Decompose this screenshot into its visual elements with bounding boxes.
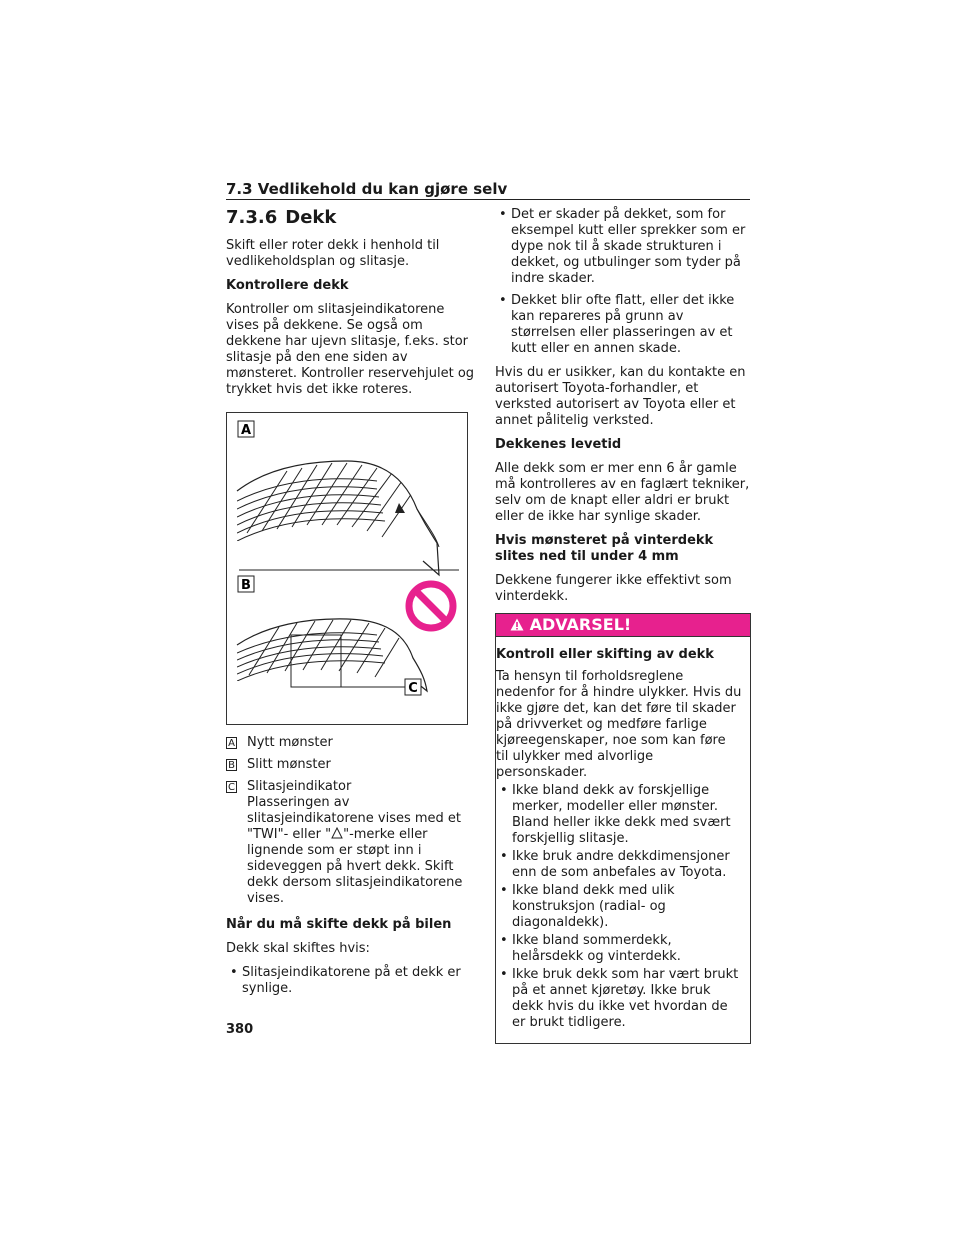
- legend-text-a: Nytt mønster: [247, 735, 333, 750]
- header-rule: [226, 199, 750, 200]
- section-number: 7.3.6: [226, 207, 278, 228]
- damage-bullets: [495, 207, 751, 357]
- warning-label: ADVARSEL!: [529, 615, 632, 634]
- warning-box: [495, 613, 751, 1044]
- legend-desc-c-end: "-merke eller lignende som er støpt inn i sideveggen på hvert dekk. Skift dekk dersom slitasjeindikatorene vises.: [247, 827, 463, 906]
- life-text: Alle dekk som er mer enn 6 år gamle må kontrolleres av en faglært tekniker, selv om de knapt eller aldri er brukt eller de ikke har synlige skader.: [495, 461, 750, 524]
- change-heading: Når du må skifte dekk på bilen: [226, 917, 452, 932]
- tire-tread-figure: [226, 412, 468, 725]
- legend-key-c: C: [226, 781, 237, 793]
- list-item: • Ikke bruk andre dekkdimensjoner enn de som anbefales av Toyota.: [496, 849, 742, 881]
- warning-header: [496, 614, 750, 637]
- section-header: 7.3 Vedlikehold du kan gjøre selv: [226, 180, 508, 198]
- list-item: • Slitasjeindikatorene på et dekk er synlige.: [226, 965, 476, 997]
- legend-title-c: Slitasjeindikator: [247, 779, 352, 794]
- warning-title: Kontroll eller skifting av dekk: [496, 647, 714, 662]
- list-item: • Ikke bland sommerdekk, helårsdekk og vinterdekk.: [496, 933, 742, 965]
- legend-desc-c-start: Plasseringen av slitasjeindikatorene vises med et "TWI"- eller ": [247, 795, 462, 842]
- list-item: • Ikke bruk dekk som har vært brukt på et annet kjøretøy. Ikke bruk dekk hvis du ikke vet hvordan de er brukt tidligere.: [496, 967, 742, 1031]
- left-column: [226, 207, 476, 1005]
- warning-bullets: [496, 783, 742, 1031]
- warning-body: [496, 637, 750, 1043]
- winter-heading: Hvis mønsteret på vinterdekk slites ned til under 4 mm: [495, 533, 714, 564]
- warning-text: Ta hensyn til forholdsreglene nedenfor for å hindre ulykker. Hvis du ikke gjøre det, kan det føre til skader på drivverket og medføre farlige kjøreegenskaper, noe som kan føre til ulykker med alvorlige personskader.: [496, 669, 742, 780]
- legend-item-c: [226, 779, 476, 907]
- page-title: [226, 207, 476, 226]
- change-text: Dekk skal skiftes hvis:: [226, 941, 370, 956]
- winter-text: Dekkene fungerer ikke effektivt som vinterdekk.: [495, 573, 732, 604]
- list-item: • Ikke bland dekk av forskjellige merker, modeller eller mønster. Bland heller ikke dekk med svært forskjellig slitasje.: [496, 783, 742, 847]
- intro-text: Skift eller roter dekk i henhold til vedlikeholdsplan og slitasje.: [226, 238, 440, 269]
- warning-triangle-icon: [510, 618, 524, 631]
- list-item: • Det er skader på dekket, som for eksempel kutt eller sprekker som er dype nok til å skade strukturen i dekket, og utbulinger som tyder på indre skader.: [495, 207, 751, 287]
- figure-label-a: A: [240, 423, 252, 438]
- legend-text-c: [247, 779, 476, 907]
- check-heading: Kontrollere dekk: [226, 278, 349, 293]
- legend-item-a: [226, 735, 476, 751]
- right-column: [495, 207, 751, 1044]
- legend-key-b: B: [226, 759, 237, 771]
- legend-key-a: A: [226, 737, 237, 749]
- page-number: 380: [226, 1022, 254, 1037]
- figure-label-c: C: [408, 681, 418, 696]
- check-text: Kontroller om slitasjeindikatorene vises på dekkene. Se også om dekkene har ujevn slitasje, f.eks. stor slitasje på den ene siden av mønsteret. Kontroller reservehjulet og trykket hvis det ikke roteres.: [226, 302, 475, 397]
- list-item: • Dekket blir ofte flatt, eller det ikke kan repareres på grunn av størrelsen eller plasseringen av et kutt eller en annen skade.: [495, 293, 751, 357]
- legend-item-b: [226, 757, 476, 773]
- life-heading: Dekkenes levetid: [495, 437, 622, 452]
- section-title: Dekk: [285, 207, 337, 228]
- unsure-text: Hvis du er usikker, kan du kontakte en autorisert Toyota-forhandler, et verksted autorisert av Toyota eller et annet pålitelig verksted.: [495, 365, 746, 428]
- change-bullets: [226, 965, 476, 997]
- figure-label-b: B: [241, 578, 251, 593]
- triangle-mark-icon: [331, 827, 343, 839]
- list-item: • Ikke bland dekk med ulik konstruksjon (radial- og diagonaldekk).: [496, 883, 742, 931]
- legend-text-b: Slitt mønster: [247, 757, 331, 772]
